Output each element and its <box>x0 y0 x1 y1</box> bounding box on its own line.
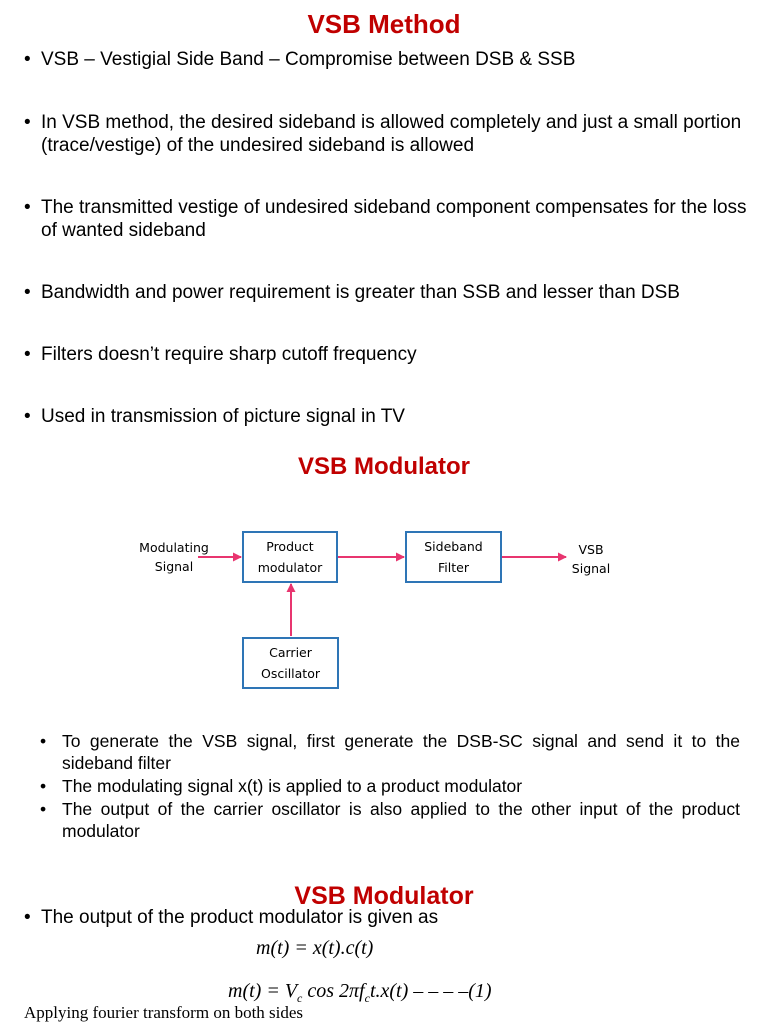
sideband-filter-box: Sideband Filter <box>405 531 502 583</box>
bullet-vestige-compensates: • The transmitted vestige of undesired sideband component compensates for the loss of wanted sideband <box>24 197 747 241</box>
product-modulator-box: Product modulator <box>242 531 338 583</box>
bullet-product-output: • The output of the product modulator is given as <box>24 907 439 928</box>
section-title-vsb-modulator-2: VSB Modulator <box>294 882 474 910</box>
equation-product-output: m(t) = x(t).c(t) <box>256 937 374 959</box>
bullet-vsb-definition: • VSB – Vestigial Side Band – Compromise between DSB & SSB <box>24 49 576 70</box>
output-label-vsb-signal: VSB Signal <box>571 542 611 576</box>
section-title-vsb-modulator: VSB Modulator <box>298 453 470 480</box>
bullet-generate-vsb: • To generate the VSB signal, first generate the DSB-SC signal and send it to the sideband filter <box>40 731 740 773</box>
equation-1: $m(t) = V_c$ $\cos 2\pi f_ct.x(t)$ – – – –(1) <box>228 980 492 1005</box>
section-title-vsb-method: VSB Method <box>307 9 461 39</box>
bullet-bandwidth-power: • Bandwidth and power requirement is greater than SSB and lesser than DSB <box>24 282 680 303</box>
vsb-modulator-block-diagram <box>0 510 768 710</box>
input-label-modulating-signal: Modulating Signal <box>139 540 209 574</box>
bullet-filters-cutoff: • Filters doesn’t require sharp cutoff frequency <box>24 344 417 365</box>
footer-fourier-text: Applying fourier transform on both sides <box>24 1003 304 1022</box>
diagram-arrows <box>0 510 768 710</box>
bullet-tv-picture-signal: • Used in transmission of picture signal in TV <box>24 406 405 427</box>
bullet-carrier-output-applied: • The output of the carrier oscillator is also applied to the other input of the product modulator <box>40 799 740 841</box>
bullet-modulating-signal-applied: • The modulating signal x(t) is applied to a product modulator <box>40 776 523 796</box>
carrier-oscillator-box: Carrier Oscillator <box>242 637 339 689</box>
bullet-desired-sideband: • In VSB method, the desired sideband is allowed completely and just a small portion (trace/vestige) of the undesired sideband is allowed <box>24 112 742 156</box>
